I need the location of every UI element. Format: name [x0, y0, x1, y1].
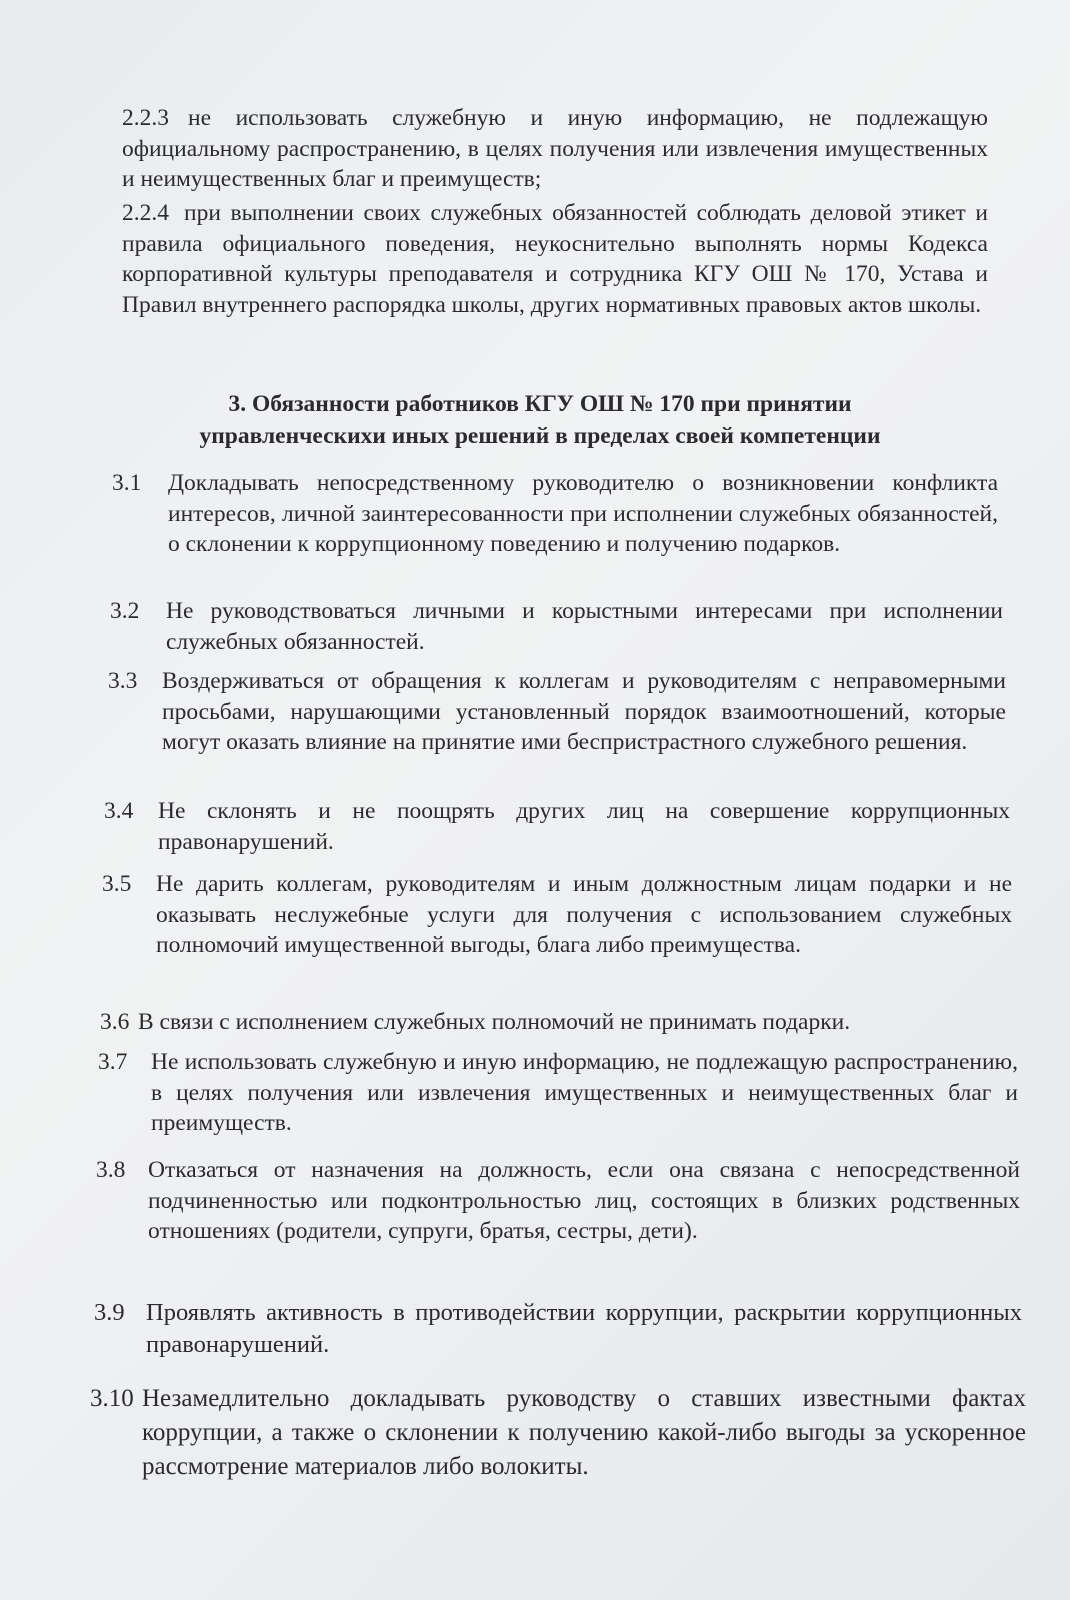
list-item [104, 796, 1010, 857]
item-text: Воздерживаться от обращения к коллегам и руководителям с неправомерными просьбами, нарушающими установленный порядок взаимоотношений, которые могут оказать влияние на принятие ими беспристрастного служебного решения. [162, 668, 1006, 755]
list-item [110, 596, 1003, 657]
item-number: 2.2.4 [122, 200, 169, 226]
item-text: Незамедлительно докладывать руководству о ставших известными фактах коррупции, а также о склонении к получению какой-либо выгоды за ускоренное рассмотрение материалов либо волокиты. [142, 1385, 1026, 1480]
item-text: Не склонять и не поощрять других лиц на совершение коррупционных правонарушений. [158, 798, 1010, 855]
item-text: Не использовать служебную и иную информацию, не подлежащую распространению, в целях получения или извлечения имущественных и неимущественных благ и преимуществ. [151, 1049, 1018, 1136]
item-text: Не дарить коллегам, руководителям и иным должностным лицам подарки и не оказывать неслужебные услуги для получения с использованием служебных полномочий имущественной выгоды, блага либо преимущества. [156, 871, 1012, 958]
item-number: 3.1 [112, 470, 142, 496]
item-number: 3.8 [96, 1157, 126, 1183]
list-item [98, 1047, 1018, 1139]
item-number: 3.7 [98, 1049, 128, 1075]
item-number: 3.9 [94, 1299, 125, 1326]
list-item [122, 198, 988, 320]
list-item [102, 869, 1012, 961]
section-heading [140, 388, 940, 452]
item-number: 3.3 [108, 668, 138, 694]
item-number: 3.6 [100, 1009, 130, 1035]
item-text: Докладывать непосредственному руководителю о возникновении конфликта интересов, личной заинтересованности при исполнении служебных обязанностей, о склонении к коррупционному поведению и получению подарков. [168, 470, 998, 557]
list-item [100, 1007, 1016, 1038]
list-item [108, 666, 1006, 758]
item-number: 2.2.3 [122, 105, 169, 131]
item-text: Проявлять активность в противодействии коррупции, раскрытии коррупционных правонарушений. [146, 1299, 1022, 1358]
item-text: при выполнении своих служебных обязанностей соблюдать деловой этикет и правила официального поведения, неукоснительно выполнять нормы Кодекса корпоративной культуры преподавателя и сотрудника КГУ ОШ № 170, Устава и Правил внутреннего распорядка школы, других нормативных правовых актов школы. [122, 200, 988, 318]
list-item [94, 1297, 1022, 1361]
item-number: 3.4 [104, 798, 134, 824]
heading-line-2: управленческихи иных решений в пределах своей компетенции [199, 423, 881, 449]
item-number: 3.5 [102, 871, 132, 897]
item-text: не использовать служебную и иную информацию, не подлежащую официальному распространению, в целях получения или извлечения имущественных и неимущественных благ и преимуществ; [122, 105, 988, 192]
list-item [96, 1155, 1020, 1247]
list-item [122, 103, 988, 195]
heading-line-1: 3. Обязанности работников КГУ ОШ № 170 при принятии [228, 391, 852, 417]
item-text: Отказаться от назначения на должность, если она связана с непосредственной подчиненностью или подконтрольностью лиц, состоящих в близких родственных отношениях (родители, супруги, братья, сестры, дети). [148, 1157, 1020, 1244]
item-text: В связи с исполнением служебных полномочий не принимать подарки. [138, 1009, 851, 1035]
list-item [90, 1382, 1026, 1484]
item-number: 3.10 [90, 1385, 134, 1412]
item-text: Не руководствоваться личными и корыстными интересами при исполнении служебных обязанностей. [166, 598, 1003, 655]
list-item [112, 468, 998, 560]
item-number: 3.2 [110, 598, 140, 624]
